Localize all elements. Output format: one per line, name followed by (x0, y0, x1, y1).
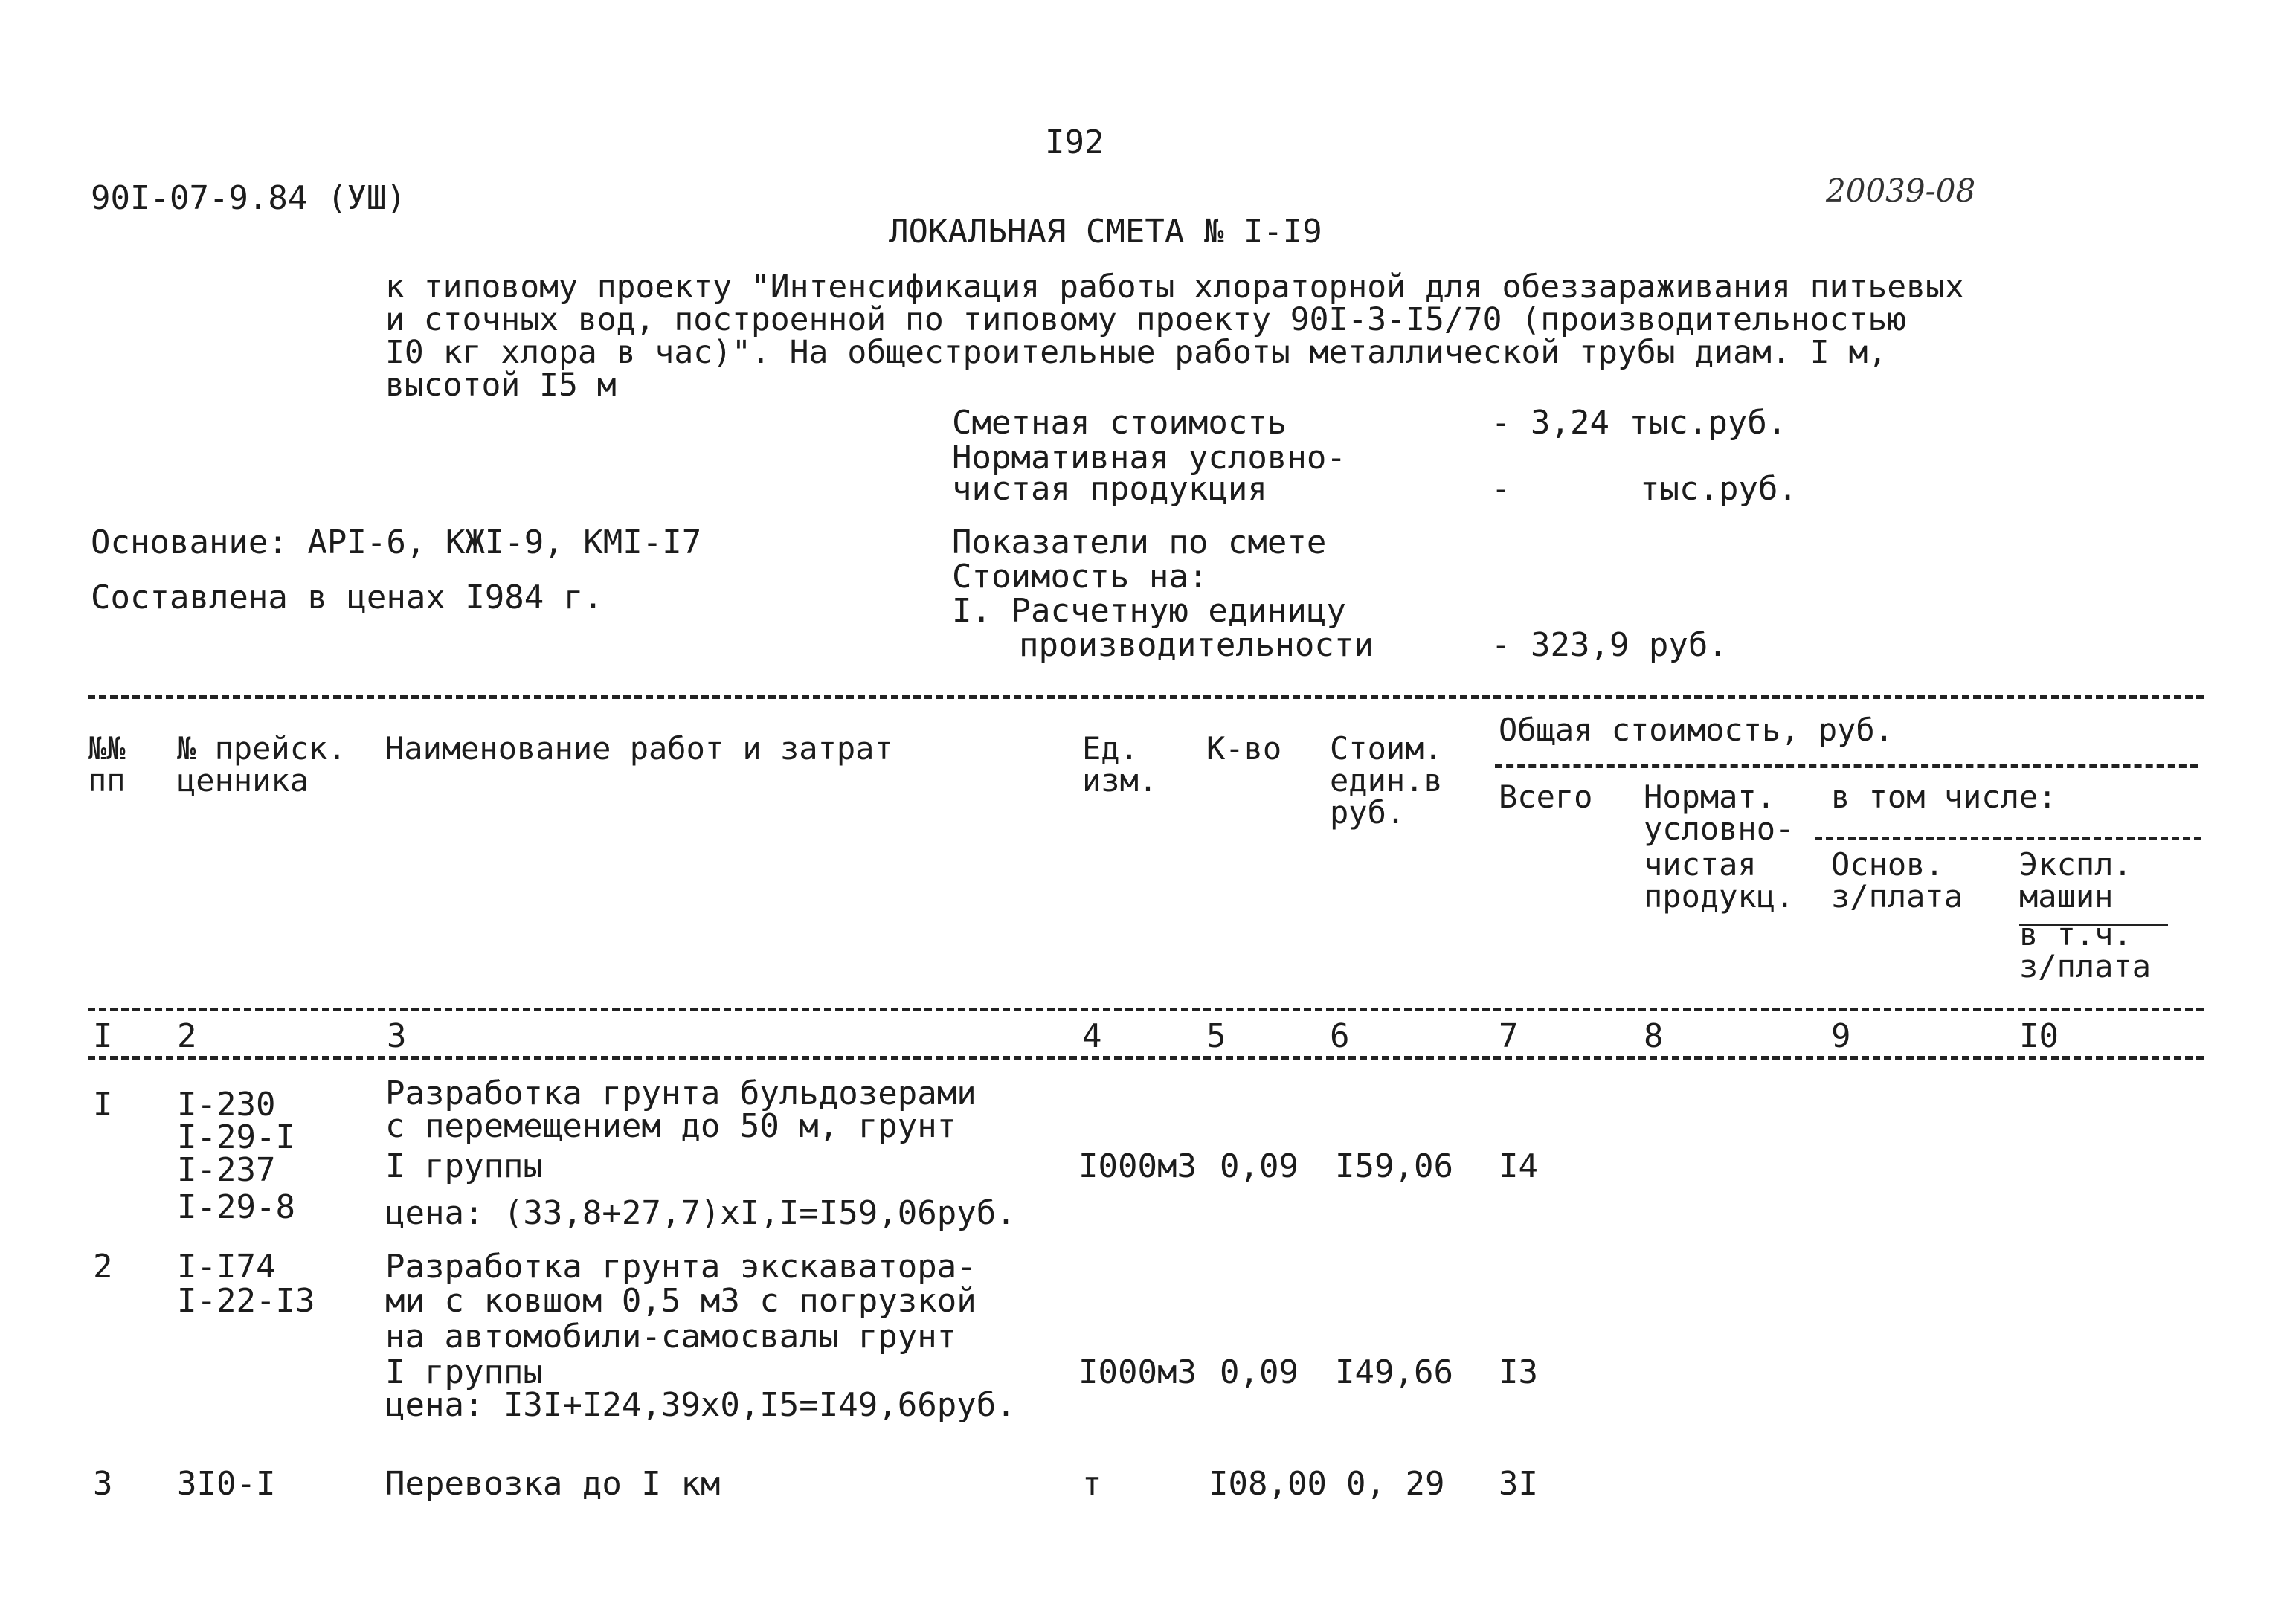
row-code: I-29-8 (177, 1188, 295, 1226)
indicators-value: - 323,9 руб. (1491, 626, 1728, 664)
row-quantity: 0,09 (1220, 1353, 1299, 1391)
column-number: 9 (1831, 1017, 1851, 1055)
row-number: 2 (93, 1248, 113, 1286)
column-number: I (93, 1017, 113, 1055)
norm-unit: тыс.руб. (1640, 470, 1798, 508)
row-quantity: I08,00 (1209, 1465, 1327, 1503)
row-code: I-22-I3 (177, 1282, 315, 1320)
page-number: I92 (1045, 123, 1104, 161)
row-name: Разработка грунта экскаватора- (385, 1248, 977, 1286)
col-header-including: в том числе: (1831, 779, 2057, 815)
indicators-label: Показатели по смете (952, 523, 1327, 561)
col-header-total-group: Общая стоимость, руб. (1499, 712, 1894, 748)
row-name: I группы (385, 1147, 543, 1185)
intro-line: высотой I5 м (385, 367, 617, 404)
col-header-no: пп (88, 762, 126, 799)
col-header-total: Всего (1499, 779, 1593, 815)
row-name: с перемещением до 50 м, грунт (385, 1107, 957, 1145)
table-top-rule (88, 695, 2204, 699)
row-name: на автомобили-самосвалы грунт (385, 1318, 957, 1356)
col-header-unit: изм. (1082, 762, 1158, 799)
col-header-code: № прейск. (177, 730, 347, 767)
indicators-label: Стоимость на: (952, 558, 1209, 596)
intro-line: I0 кг хлора в час)". На общестроительные работы металлической трубы диам. I м, (385, 334, 1888, 371)
row-name: цена: (33,8+27,7)xI,I=I59,06руб. (385, 1194, 1016, 1232)
column-number: 8 (1644, 1017, 1664, 1055)
col-header-machines: з/плата (2019, 948, 2152, 985)
row-code: I-230 (177, 1086, 276, 1124)
header-bottom-rule (88, 1008, 2204, 1011)
col-header-norm: условно- (1644, 811, 1795, 847)
norm-dash: - (1491, 470, 1511, 508)
row-name: I группы (385, 1353, 543, 1391)
col-header-machines: Экспл. (2019, 846, 2132, 883)
row-code: I-I74 (177, 1248, 276, 1286)
col-header-machines: в т.ч. (2019, 916, 2132, 953)
column-number: 3 (387, 1017, 407, 1055)
col-header-norm: продукц. (1644, 878, 1795, 915)
norm-label: чистая продукция (952, 470, 1267, 508)
column-number-rule (88, 1056, 2204, 1060)
row-name: Разработка грунта бульдозерами (385, 1074, 977, 1112)
indicators-label: производительности (1019, 626, 1374, 664)
row-total: I3 (1499, 1353, 1538, 1391)
col-header-machines: машин (2019, 878, 2114, 915)
header-sub-rule (1815, 837, 2201, 840)
column-number: I0 (2019, 1017, 2059, 1055)
indicators-label: I. Расчетную единицу (952, 592, 1346, 630)
col-header-norm: Нормат. (1644, 779, 1776, 815)
intro-line: к типовому проекту "Интенсификация работы хлораторной для обеззараживания питьевых (385, 268, 1964, 306)
column-number: 2 (177, 1017, 197, 1055)
row-code: 3I0-I (177, 1465, 276, 1503)
document-code: 90I-07-9.84 (УШ) (91, 179, 406, 217)
col-header-price: един.в (1330, 762, 1443, 799)
col-header-wage: Основ. (1831, 846, 1944, 883)
row-code: I-29-I (177, 1118, 295, 1156)
norm-label: Нормативная условно- (952, 439, 1346, 477)
col-header-price: Стоим. (1330, 730, 1443, 767)
row-unit: I000м3 (1078, 1147, 1197, 1185)
row-total: I4 (1499, 1147, 1538, 1185)
row-code: I-237 (177, 1151, 276, 1189)
cost-label: Сметная стоимость (952, 404, 1287, 442)
col-header-wage: з/плата (1831, 878, 1963, 915)
row-unit-price: 0, 29 (1346, 1465, 1445, 1503)
row-name: Перевозка до I км (385, 1465, 721, 1503)
column-number: 7 (1499, 1017, 1519, 1055)
cost-value: - 3,24 тыс.руб. (1491, 404, 1787, 442)
archive-number: 20039-08 (1826, 173, 1976, 209)
row-unit: т (1082, 1465, 1102, 1503)
basis: Основание: АРI-6, КЖI-9, КМI-I7 (91, 523, 702, 561)
prices-year: Составлена в ценах I984 г. (91, 579, 603, 616)
column-number: 4 (1082, 1017, 1102, 1055)
estimate-title: ЛОКАЛЬНАЯ СМЕТА № I-I9 (889, 213, 1322, 251)
col-header-name: Наименование работ и затрат (385, 730, 893, 767)
row-unit-price: I59,06 (1335, 1147, 1453, 1185)
row-name: ми с ковшом 0,5 м3 с погрузкой (385, 1282, 977, 1320)
intro-line: и сточных вод, построенной по типовому проекту 90I-3-I5/70 (производительностью (385, 301, 1907, 338)
row-number: I (93, 1086, 113, 1124)
row-quantity: 0,09 (1220, 1147, 1299, 1185)
col-header-qty: К-во (1206, 730, 1282, 767)
col-header-unit: Ед. (1082, 730, 1139, 767)
col-header-price: руб. (1330, 794, 1406, 831)
header-sub-rule (1495, 764, 2198, 768)
row-unit: I000м3 (1078, 1353, 1197, 1391)
col-header-norm: чистая (1644, 846, 1757, 883)
column-number: 6 (1330, 1017, 1350, 1055)
col-header-code: ценника (177, 762, 309, 799)
row-number: 3 (93, 1465, 113, 1503)
row-name: цена: I3I+I24,39x0,I5=I49,66руб. (385, 1386, 1016, 1424)
row-unit-price: I49,66 (1335, 1353, 1453, 1391)
col-header-no: №№ (88, 730, 126, 767)
row-total: 3I (1499, 1465, 1538, 1503)
column-number: 5 (1206, 1017, 1226, 1055)
